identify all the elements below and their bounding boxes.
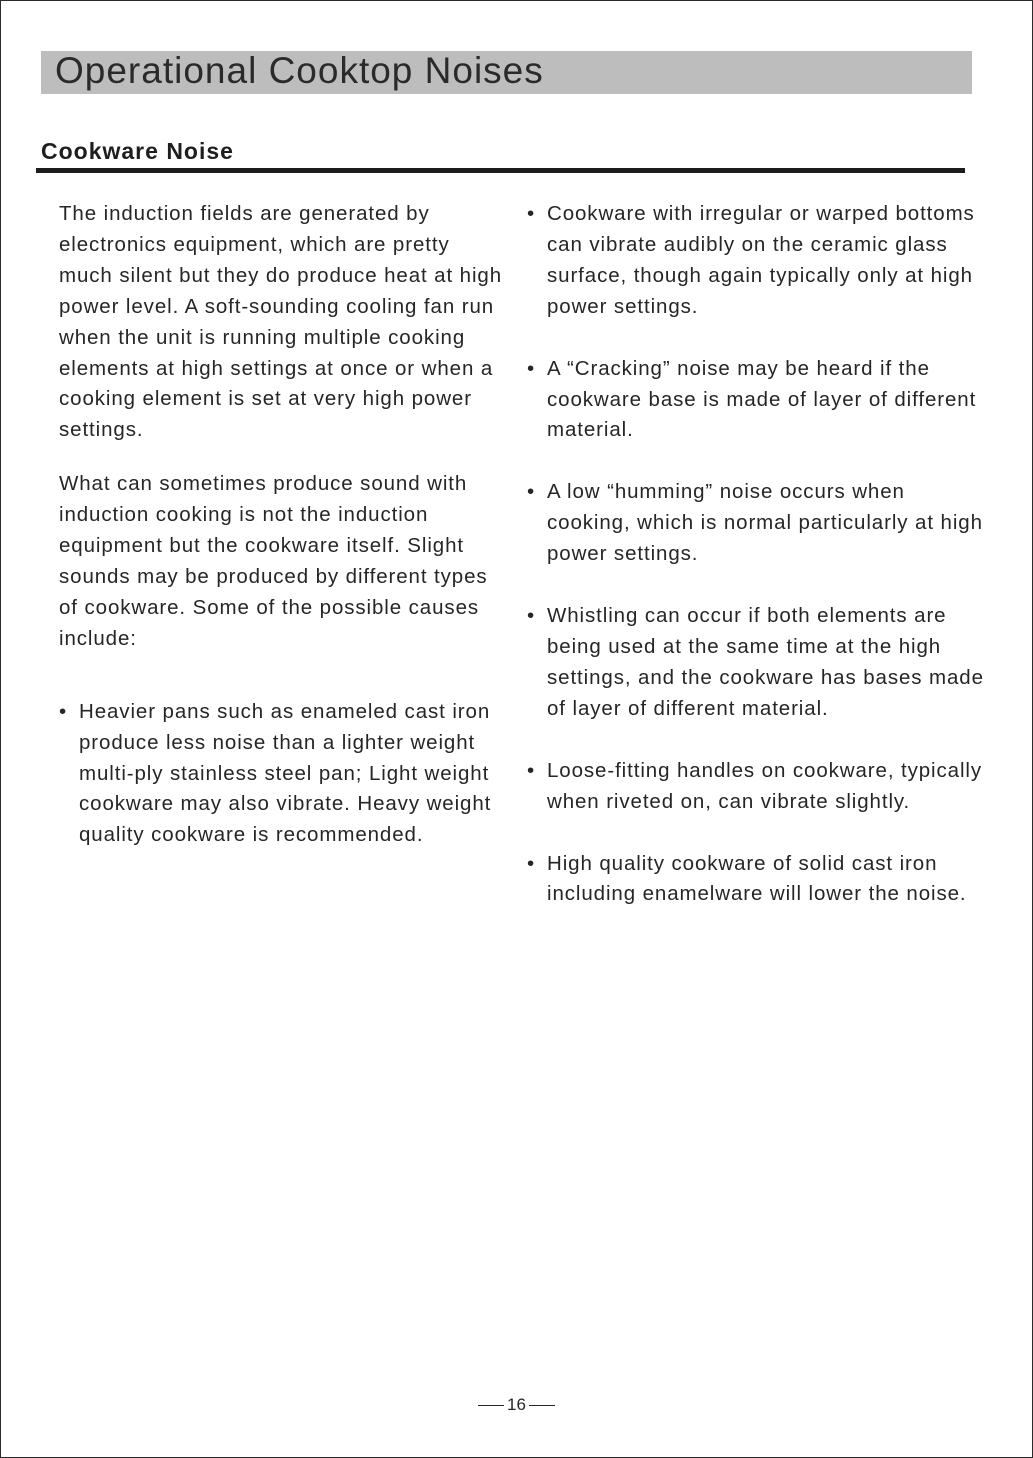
left-column <box>59 199 504 851</box>
page-footer <box>0 1395 1033 1415</box>
page-number: 16 <box>507 1395 526 1414</box>
intro-paragraph: The induction fields are generated by electronics equipment, which are pretty much silent but they do produce heat at high power level. A soft-sounding cooling fan run when the unit is running multiple cooking elements at high settings at once or when a cooking element is set at very high power settings. <box>59 202 503 442</box>
bullet-icon: • <box>527 758 536 782</box>
list-item-text: A low “humming” noise occurs when cooking, which is normal particularly at high power settings. <box>547 480 983 566</box>
section-heading: Cookware Noise <box>41 138 234 164</box>
dash-left <box>478 1405 504 1406</box>
list-item-text: Whistling can occur if both elements are being used at the same time at the high settings, and the cookware has bases made of layer of different material. <box>547 604 984 720</box>
list-item <box>527 849 987 911</box>
list-item <box>527 756 987 818</box>
list-item <box>527 354 987 447</box>
bullet-icon: • <box>527 480 536 504</box>
bullet-icon: • <box>59 699 68 723</box>
list-item-text: Heavier pans such as enameled cast iron produce less noise than a lighter weight multi-ply stainless steel pan; Light weight cookware may also vibrate. Heavy weight quality cookware is recommended. <box>79 699 492 847</box>
causes-paragraph: What can sometimes produce sound with induction cooking is not the induction equipment but the cookware itself. Slight sounds may be produced by different types of cookware. Some of the possible causes include: <box>59 472 488 650</box>
right-bullet-list <box>527 199 987 910</box>
list-item <box>527 199 987 323</box>
bullet-icon: • <box>527 604 536 628</box>
list-item-text: Loose-fitting handles on cookware, typically when riveted on, can vibrate slightly. <box>547 758 983 813</box>
list-item-text: Cookware with irregular or warped bottoms can vibrate audibly on the ceramic glass surface, though again typically only at high power settings. <box>547 202 975 318</box>
list-item-text: High quality cookware of solid cast iron including enamelware will lower the noise. <box>547 851 967 906</box>
list-item-text: A “Cracking” noise may be heard if the cookware base is made of layer of different material. <box>547 356 977 442</box>
dash-right <box>529 1405 555 1406</box>
right-column <box>527 199 987 910</box>
bullet-icon: • <box>527 202 536 225</box>
list-item <box>527 477 987 570</box>
list-item <box>527 601 987 725</box>
bullet-icon: • <box>527 851 536 875</box>
section-divider <box>36 168 965 173</box>
left-bullet-list <box>59 697 504 852</box>
list-item <box>59 697 504 852</box>
page-title: Operational Cooktop Noises <box>55 50 544 91</box>
bullet-icon: • <box>527 356 536 380</box>
title-bar <box>41 51 972 94</box>
